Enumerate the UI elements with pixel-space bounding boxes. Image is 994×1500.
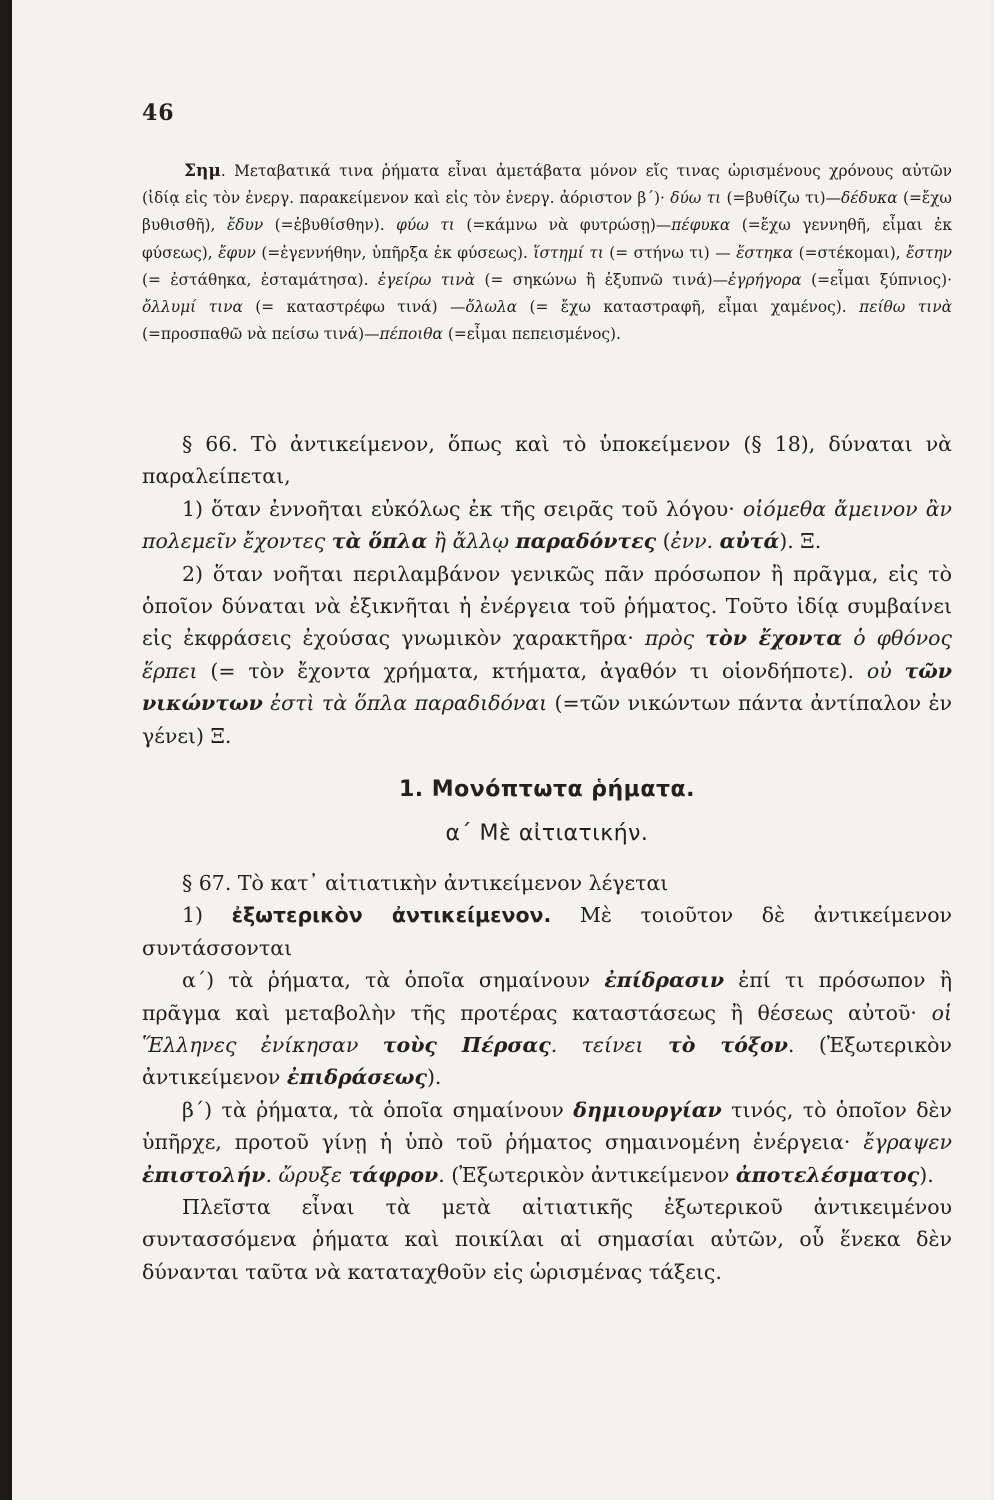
- emphasis-text: τάφρον: [348, 1162, 439, 1187]
- example-text: ἔγραψεν: [863, 1130, 952, 1155]
- body-text: (=τῶν νικώντων πάντα ἀντίπαλον ἐν γένει) Ξ.: [142, 691, 952, 748]
- emphasis-text: τὸν ἔχοντα: [705, 626, 843, 651]
- section-67-term: [142, 899, 952, 964]
- note-example: ὄλωλα: [465, 298, 518, 317]
- body-text: . (Ἐξωτερικὸν ἀντικείμενον: [142, 1032, 952, 1090]
- note-example: πέφυκα: [671, 216, 731, 235]
- note-text: (=στέκομαι),: [793, 243, 907, 262]
- body-text: (: [656, 529, 671, 554]
- main-text: [142, 428, 952, 1288]
- body-text: ἐπί τι πρόσωπον ἢ πρᾶγμα καὶ μεταβολὴν τῆς προτέρας καταστάσεως ἢ θέσεως αὐτοῦ·: [142, 968, 953, 1025]
- section-67-item-b: [142, 1094, 952, 1191]
- note-text: (=κάμνω νὰ φυτρώσῃ)—: [454, 216, 672, 235]
- note-example: δύω τι: [670, 189, 722, 208]
- body-text: 1) ὅταν ἐννοῆται εὐκόλως ἐκ τῆς σειρᾶς τοῦ λόγου·: [182, 496, 743, 521]
- note-label: Σημ: [184, 161, 221, 181]
- example-text: ὁ φθόνος ἕρπει: [142, 626, 952, 683]
- emphasis-text: ἐπιστολήν: [142, 1162, 266, 1187]
- section-66-case-1: [142, 493, 952, 558]
- section-66-case-2: [142, 558, 952, 752]
- emphasis-text: αὐτά: [719, 529, 780, 554]
- example-text: ἐνν.: [670, 529, 714, 554]
- emphasis-text: τὰ ὅπλα: [331, 529, 428, 554]
- note-text: (=ἔχω γεννηθῆ, εἶμαι ἐκ φύσεως),: [142, 216, 953, 262]
- note-example: ἕστηκα: [736, 243, 794, 262]
- emphasis-text: τῶν νικώντων: [142, 658, 952, 716]
- note-text: . Μεταβατικά τινα ῥήματα εἶναι ἀμετάβατα μόνον εἴς τινας ὡρισμένους χρόνους αὐτῶν (ἰδίᾳ εἰς τὸν ἐνεργ. παρακείμενον καὶ εἰς τὸν ἐνεργ. ἀόριστον β΄)·: [142, 162, 952, 208]
- example-text: ἐστὶ τὰ ὅπλα παραδιδόναι: [262, 691, 548, 716]
- body-text: 2) ὅταν νοῆται περιλαμβάνον γενικῶς πᾶν πρόσωπον ἢ πρᾶγμα, εἰς τὸ ὁποῖον δύναται νὰ ἐξικνῆται ἡ ἐνέργεια τοῦ ῥήματος. Τοῦτο ἰδίᾳ συμβαίνει εἰς ἐκφράσεις ἐχούσας γνωμικὸν χαρακτῆρα·: [142, 561, 952, 651]
- example-text: πρὸς: [644, 626, 706, 651]
- note-example: ἐγρήγορα: [727, 270, 802, 289]
- note-text: (=βυθίζω τι)—: [721, 189, 842, 208]
- note-text: (=ἐβυθίσθην).: [263, 216, 397, 235]
- emphasis-text: τοὺς Πέρσας: [382, 1032, 551, 1057]
- note-example: ὄλλυμί τινα: [142, 298, 243, 317]
- note-text: (= στήνω τι) —: [603, 243, 737, 262]
- note-text: (= σηκώνω ἢ ἐξυπνῶ τινά)—: [475, 270, 728, 289]
- note-example: ἐγείρω τινὰ: [377, 270, 476, 289]
- body-text: ).: [426, 1065, 442, 1090]
- emphasis-text: παραδόντες: [515, 529, 657, 554]
- note-example: δέδυκα: [841, 189, 898, 208]
- note-text: (= καταστρέφω τινά) —: [242, 298, 466, 317]
- note-text: (=εἶμαι ξύπνιος)·: [801, 270, 952, 289]
- note-text: (=ἔχω βυθισθῆ),: [142, 189, 952, 235]
- scan-dark-edge: [0, 0, 12, 1500]
- section-66-intro: § 66. Τὸ ἀντικείμενον, ὅπως καὶ τὸ ὑποκείμενον (§ 18), δύναται νὰ παραλείπεται,: [142, 432, 952, 489]
- note-example: πέποιθα: [379, 325, 443, 344]
- emphasis-text: ἐπίδρασιν: [604, 968, 725, 993]
- note-text: (=εἶμαι πεπεισμένος).: [442, 325, 621, 344]
- note-text: (= ἔχω καταστραφῆ, εἶμαι χαμένος).: [517, 298, 860, 317]
- page-number: 46: [142, 100, 175, 126]
- note-example: πείθω τινὰ: [859, 298, 953, 317]
- emphasis-text: ἐπιδράσεως: [286, 1065, 427, 1090]
- example-text: . τείνει: [550, 1032, 668, 1057]
- note-example: φύω τι: [396, 216, 455, 235]
- example-text: . ὤρυξε: [265, 1162, 349, 1187]
- body-text: 1): [182, 903, 232, 928]
- body-text: β΄) τὰ ῥήματα, τὰ ὁποῖα σημαίνουν: [182, 1097, 574, 1122]
- subsection-heading: α΄ Μὲ αἰτιατικήν.: [445, 821, 649, 847]
- note-paragraph: [142, 158, 952, 348]
- example-text: οὐ: [866, 658, 905, 683]
- section-67-closing: Πλεῖστα εἶναι τὰ μετὰ αἰτιατικῆς ἐξωτερικοῦ ἀντικειμένου συντασσόμενα ῥήματα καὶ ποικίλαι αἱ σημασίαι αὐτῶν, οὗ ἕνεκα δὲν δύνανται ταῦτα νὰ καταταχθοῦν εἰς ὡρισμένας τάξεις.: [142, 1194, 952, 1284]
- note-text: (= ἐστάθηκα, ἐσταμάτησα).: [142, 270, 378, 289]
- emphasis-text: ἀποτελέσματος: [735, 1162, 920, 1187]
- note-block: [142, 158, 952, 348]
- note-text: (=προσπαθῶ νὰ πείσω τινά)—: [142, 325, 380, 344]
- body-text: ).: [919, 1162, 934, 1187]
- section-67-item-a: [142, 964, 952, 1094]
- section-heading: 1. Μονόπτωτα ῥήματα.: [398, 777, 696, 803]
- section-67-intro: § 67. Τὸ κατ᾿ αἰτιατικὴν ἀντικείμενον λέγεται: [182, 870, 669, 895]
- example-text: οἱ Ἕλληνες ἐνίκησαν: [142, 1000, 952, 1057]
- body-text: ). Ξ.: [779, 529, 822, 554]
- emphasis-text: δημιουργίαν: [573, 1097, 722, 1122]
- note-example: ἵστημί τι: [533, 243, 604, 262]
- note-text: (=ἐγεννήθην, ὑπῆρξα ἐκ φύσεως).: [255, 243, 534, 262]
- example-text: οἰόμεθα ἄμεινον ἂν πολεμεῖν ἔχοντες: [142, 496, 953, 554]
- body-text: . (Ἐξωτερικὸν ἀντικείμενον: [438, 1162, 736, 1187]
- body-text: Μὲ τοιοῦτον δὲ ἀντικείμενον συντάσσονται: [142, 903, 952, 960]
- emphasis-text: τὸ τόξον: [667, 1032, 788, 1057]
- body-text: τινός, τὸ ὁποῖον δὲν ὑπῆρχε, προτοῦ γίνῃ ἡ ὑπὸ τοῦ ῥήματος σημαινομένη ἐνέργεια·: [142, 1097, 952, 1155]
- example-text: ἢ ἄλλῳ: [427, 529, 516, 554]
- note-example: ἔστην: [906, 243, 953, 262]
- body-text: (= τὸν ἔχοντα χρήματα, κτήματα, ἀγαθόν τι οἱονδήποτε).: [197, 658, 867, 683]
- term-heading: ἐξωτερικὸν ἀντικείμενον.: [231, 903, 552, 928]
- body-text: α΄) τὰ ῥήματα, τὰ ὁποῖα σημαίνουν: [182, 968, 605, 993]
- note-example: ἔδυν: [226, 216, 264, 235]
- note-example: ἔφυν: [218, 243, 256, 262]
